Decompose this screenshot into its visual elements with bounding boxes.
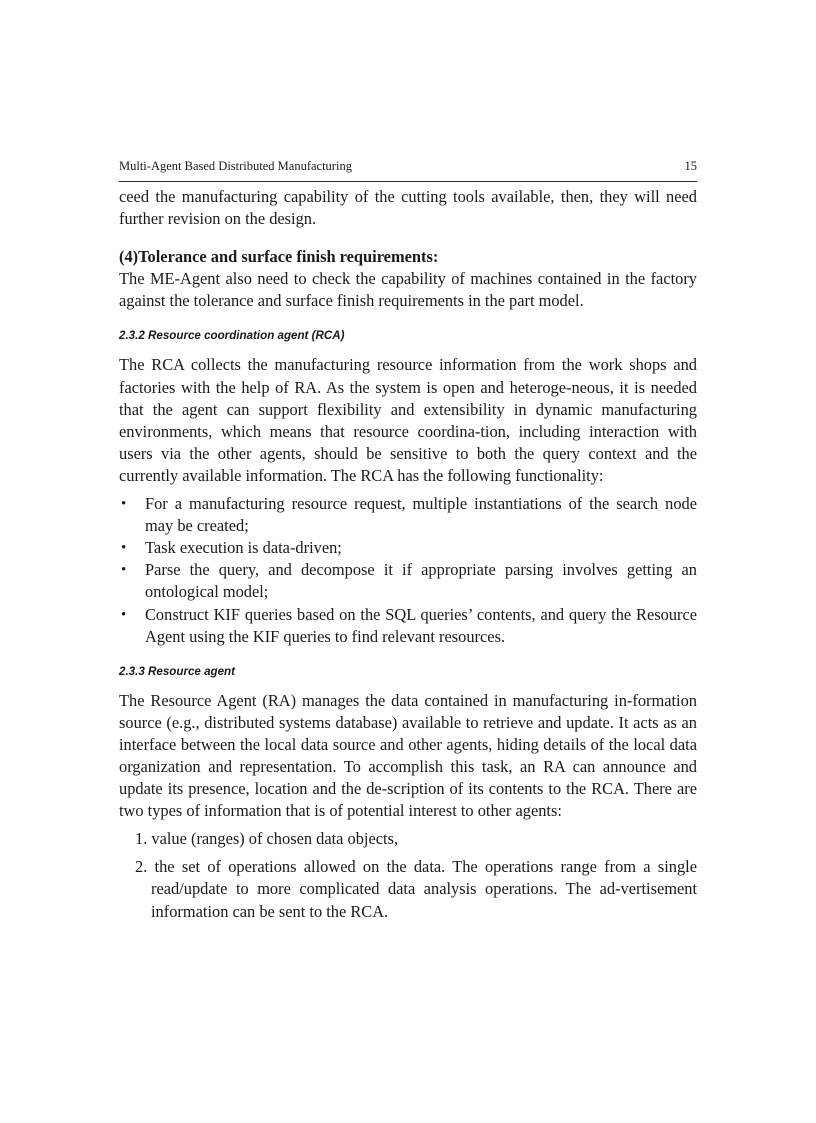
rca-functionality-list [119,493,697,648]
resource-agent-paragraph: The Resource Agent (RA) manages the data contained in manufacturing in-formation source (e.g., distributed systems database) available to retrieve and update. It acts as an interface between the local data source and other agents, hiding details of the local data organization and representation. To accomplish this task, an RA can announce and update its presence, location and the de-scription of its contents to the RCA. There are two types of information that is of potential interest to other agents: [119,690,697,821]
tolerance-heading: (4)Tolerance and surface finish requirements: [119,247,439,267]
continuation-paragraph: ceed the manufacturing capability of the cutting tools available, then, they will need further revision on the design. [119,187,697,229]
list-item [119,604,697,648]
bullet-icon: • [121,562,127,579]
tolerance-paragraph: The ME-Agent also need to check the capability of machines contained in the factory against the tolerance and surface finish requirements in the part model. [119,269,697,311]
list-item-text: Task execution is data-driven; [145,538,342,558]
running-title: Multi-Agent Based Distributed Manufacturing [119,159,352,173]
list-item [119,537,697,559]
bullet-icon: • [121,540,127,557]
page-body [119,186,697,929]
list-item-text: For a manufacturing resource request, multiple instantiations of the search node may be created; [145,494,697,536]
information-types-list [119,828,697,922]
numbered-item: 2. the set of operations allowed on the data. The operations range from a single read/update to more complicated data analysis operations. The ad-vertisement information can be sent to the RCA. [135,857,697,921]
numbered-item: 1. value (ranges) of chosen data objects, [135,829,399,849]
bullet-icon: • [121,606,127,623]
list-item-text: Parse the query, and decompose it if appropriate parsing involves getting an ontological model; [145,560,697,602]
list-item-text: Construct KIF queries based on the SQL queries’ contents, and query the Resource Agent using the KIF queries to find relevant resources. [145,604,697,646]
running-header [119,159,697,174]
bullet-icon: • [121,496,127,513]
list-item [119,559,697,603]
section-heading-resource-agent: 2.3.3 Resource agent [119,664,235,678]
page-number: 15 [684,159,697,173]
rca-paragraph: The RCA collects the manufacturing resource information from the work shops and factories with the help of RA. As the system is open and heteroge-neous, it is needed that the agent can support flexibility and extensibility in dynamic manufacturing environments, which means that resource coordina-tion, including interaction with users via the other agents, should be sensitive to both the query context and the currently available information. The RCA has the following functionality: [119,355,697,485]
section-heading-rca: 2.3.2 Resource coordination agent (RCA) [119,329,345,343]
list-item [119,493,697,537]
header-rule [119,181,697,182]
